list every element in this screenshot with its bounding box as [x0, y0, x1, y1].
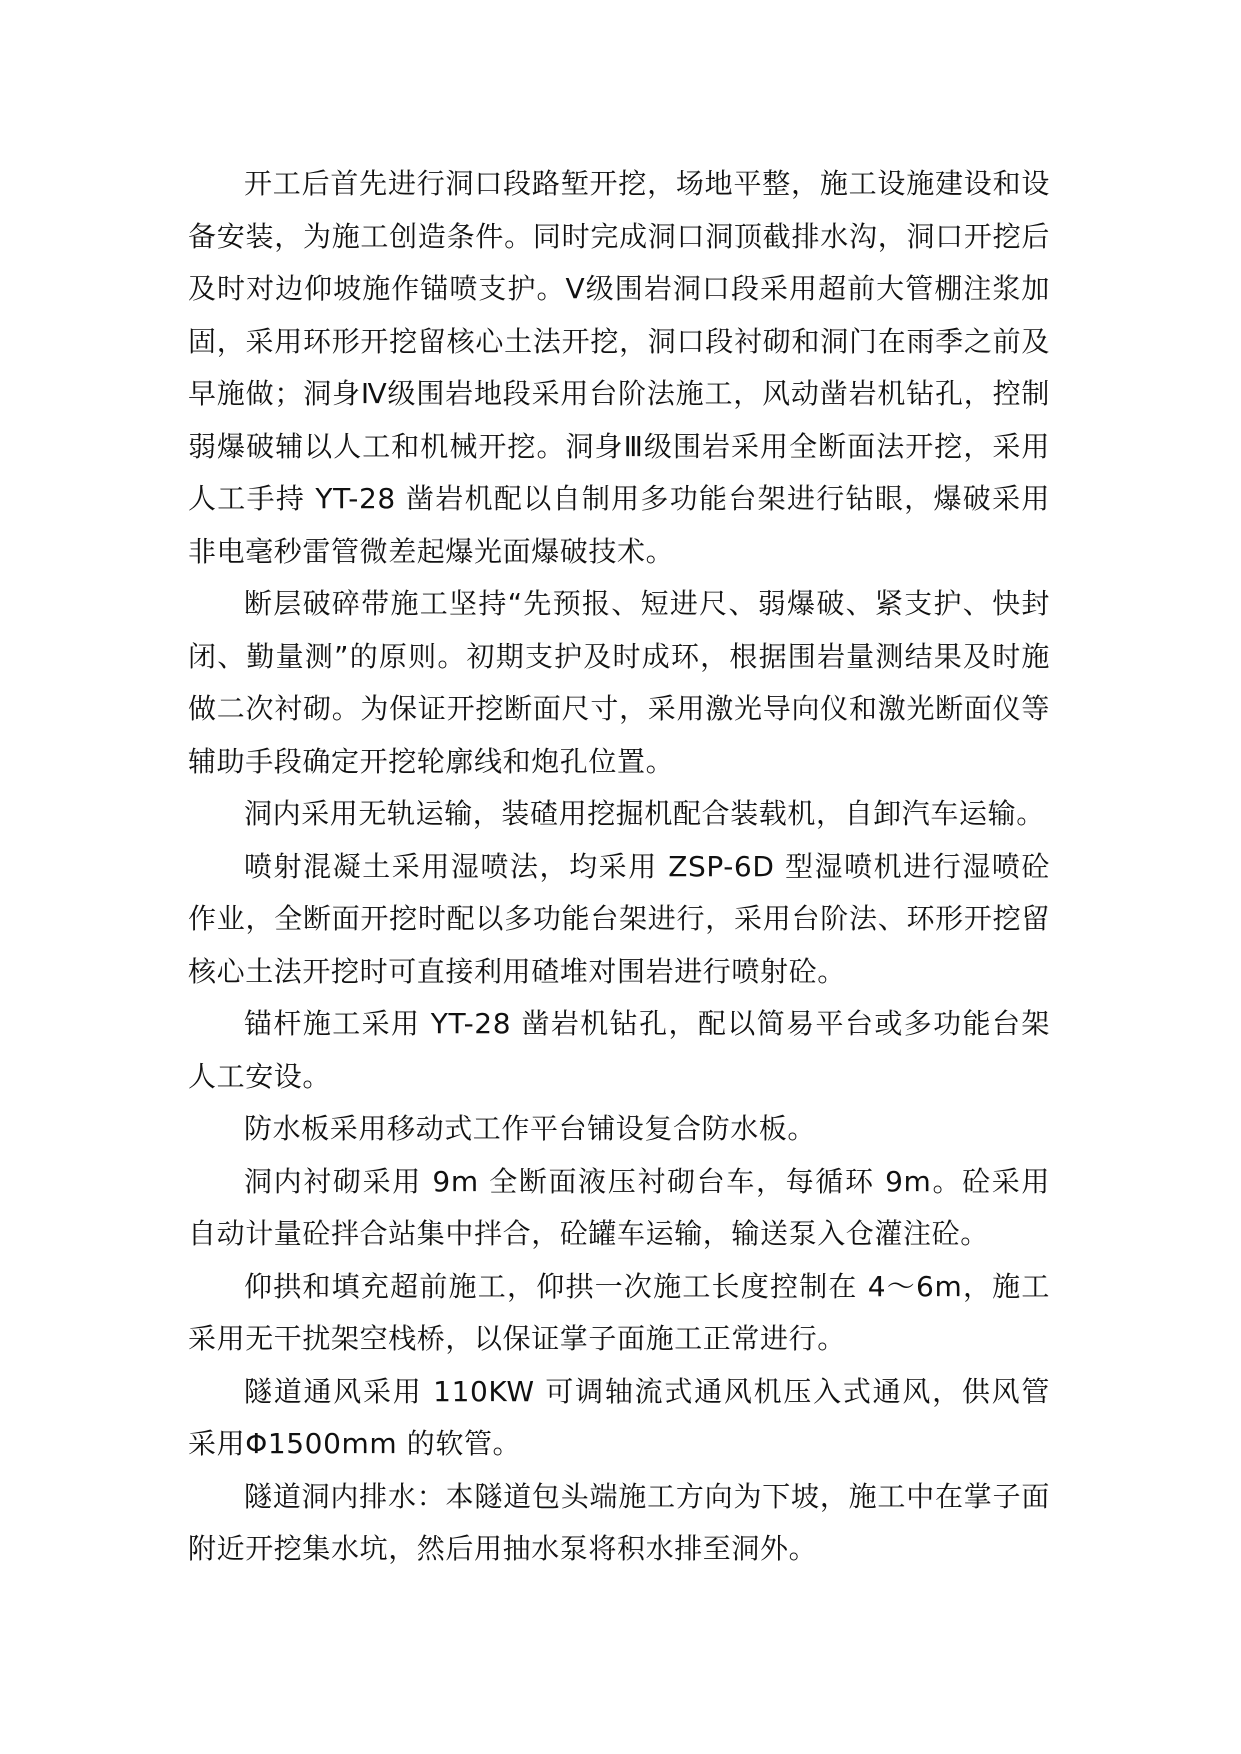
document-body [188, 158, 1050, 1576]
paragraph-tunnel-portal-excavation: 开工后首先进行洞口段路堑开挖，场地平整，施工设施建设和设备安装，为施工创造条件。同时完成洞口洞顶截排水沟，洞口开挖后及时对边仰坡施作锚喷支护。Ⅴ级围岩洞口段采用超前大管棚注浆加固，采用环形开挖留核心土法开挖，洞口段衬砌和洞门在雨季之前及早施做；洞身Ⅳ级围岩地段采用台阶法施工，风动凿岩机钻孔，控制弱爆破辅以人工和机械开挖。洞身Ⅲ级围岩采用全断面法开挖，采用人工手持 YT-28 凿岩机配以自制用多功能台架进行钻眼，爆破采用非电毫秒雷管微差起爆光面爆破技术。 [188, 167, 1050, 568]
paragraph-invert-filling: 仰拱和填充超前施工，仰拱一次施工长度控制在 4～6m，施工采用无干扰架空栈桥，以保证掌子面施工正常进行。 [188, 1269, 1050, 1355]
paragraph-drainage: 隧道洞内排水：本隧道包头端施工方向为下坡，施工中在掌子面附近开挖集水坑，然后用抽水泵将积水排至洞外。 [188, 1479, 1050, 1565]
paragraph-anchor-bolt: 锚杆施工采用 YT-28 凿岩机钻孔，配以简易平台或多功能台架人工安设。 [188, 1007, 1050, 1093]
paragraph-ventilation: 隧道通风采用 110KW 可调轴流式通风机压入式通风，供风管采用Φ1500mm 的软管。 [188, 1374, 1050, 1460]
paragraph-shotcrete: 喷射混凝土采用湿喷法，均采用 ZSP-6D 型湿喷机进行湿喷砼作业，全断面开挖时配以多功能台架进行，采用台阶法、环形开挖留核心土法开挖时可直接利用碴堆对围岩进行喷射砼。 [188, 849, 1050, 988]
paragraph-lining: 洞内衬砌采用 9m 全断面液压衬砌台车，每循环 9m。砼采用自动计量砼拌合站集中拌合，砼罐车运输，输送泵入仓灌注砼。 [188, 1164, 1050, 1250]
paragraph-waterproof-board: 防水板采用移动式工作平台铺设复合防水板。 [244, 1112, 817, 1145]
paragraph-fault-zone-construction: 断层破碎带施工坚持“先预报、短进尺、弱爆破、紧支护、快封闭、勤量测”的原则。初期支护及时成环，根据围岩量测结果及时施做二次衬砌。为保证开挖断面尺寸，采用激光导向仪和激光断面仪等辅助手段确定开挖轮廓线和炮孔位置。 [188, 587, 1050, 778]
paragraph-trackless-transport: 洞内采用无轨运输，装碴用挖掘机配合装载机，自卸汽车运输。 [244, 797, 1045, 830]
